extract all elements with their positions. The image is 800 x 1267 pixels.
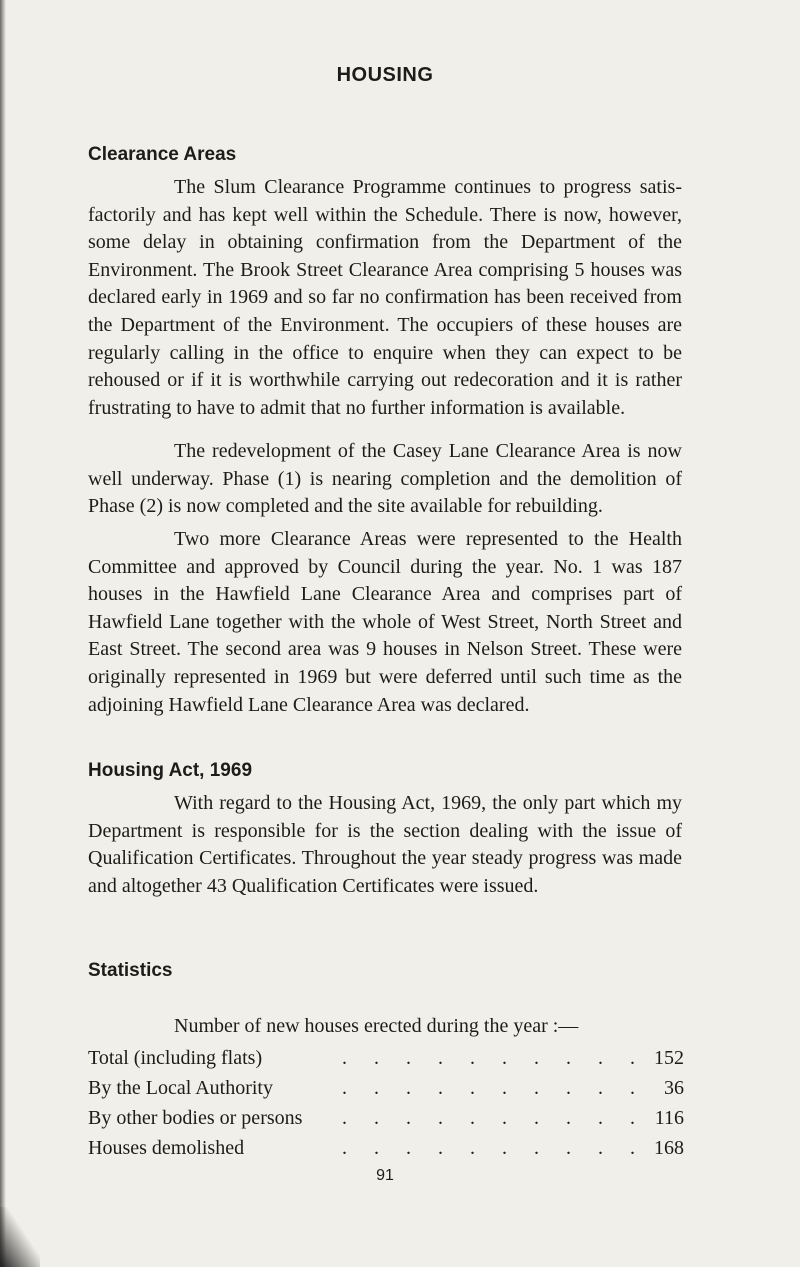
statistics-intro: Number of new houses erected during the year :— [174,1015,579,1037]
heading-clearance-areas: Clearance Areas [88,144,237,165]
stat-label: By other bodies or persons [88,1107,303,1129]
stat-value: 152 [654,1047,684,1069]
dot-leader: . . . . . . . . . . [342,1137,635,1159]
paragraph-clearance-3: Two more Clearance Areas were represented to the Health Committee and approved by Council during the year. No. 1 was 187 houses in the Hawfield Lane Clearance Area and comprises part of Hawfield Lane together with the whole of West Street, North Street and East Street. The second area was 9 houses in Nelson Street. These were originally represented in 1969 but were deferred until such time as the adjoining Hawfield Lane Clearance Area was declared. [88,528,682,716]
stat-label: Houses demolished [88,1137,245,1159]
heading-housing-act: Housing Act, 1969 [88,760,253,781]
page-number: 91 [376,1167,394,1184]
running-head: HOUSING [336,64,434,86]
stat-row-total [88,1047,684,1077]
dot-leader: . . . . . . . . . . [342,1077,635,1099]
dot-leader: . . . . . . . . . . [342,1107,635,1129]
stat-label: Total (including flats) [88,1047,263,1069]
stat-value: 116 [654,1107,684,1129]
heading-statistics: Statistics [88,960,173,981]
dot-leader: . . . . . . . . . . [342,1047,635,1069]
page-corner-shadow [0,1207,40,1267]
paragraph-clearance-1: The Slum Clearance Programme continues to progress satis- factorily and has kept well within the Schedule. There is now, however, some delay in obtaining confirmation from the Department of the Environment. The Brook Street Clearance Area comprising 5 houses was declared early in 1969 and so far no confirmation has been received from the Department of the Environment. The occupiers of these houses are regularly calling in the office to enquire when they can expect to be rehoused or if it is worthwhile carrying out redecoration and it is rather frustrating to have to admit that no further information is available. [88,176,682,419]
stat-label: By the Local Authority [88,1077,273,1099]
paragraph-housing-act: With regard to the Housing Act, 1969, the only part which my Department is responsible for is the section dealing with the issue of Qualification Certificates. Throughout the year steady progress was made and altogether 43 Qualification Certificates were issued. [88,792,682,897]
stat-value: 36 [664,1077,684,1099]
statistics-table [88,1047,684,1167]
stat-row-local-authority [88,1077,684,1107]
stat-value: 168 [654,1137,684,1159]
stat-row-demolished [88,1137,684,1167]
paragraph-clearance-2: The redevelopment of the Casey Lane Clearance Area is now well underway. Phase (1) is nearing completion and the demolition of Phase (2) is now completed and the site available for rebuilding. [88,440,682,518]
page-edge-shadow [0,0,6,1267]
stat-row-other-bodies [88,1107,684,1137]
